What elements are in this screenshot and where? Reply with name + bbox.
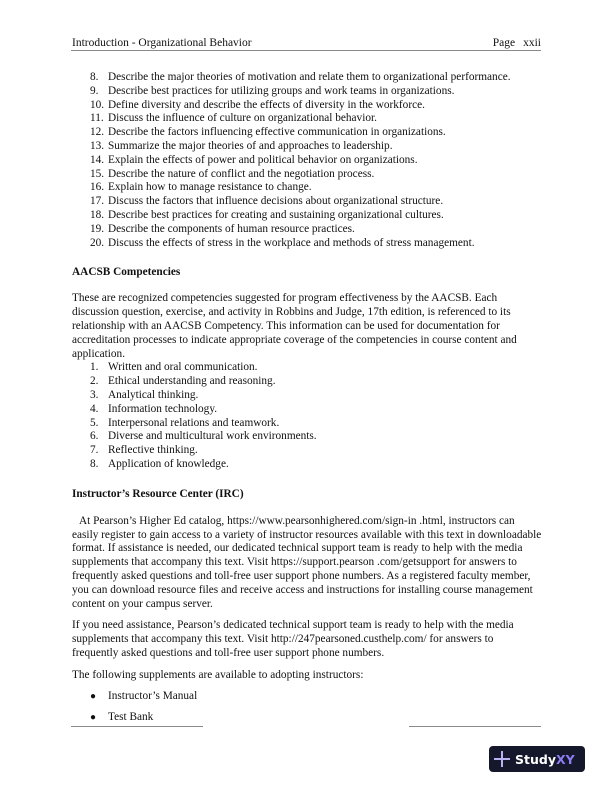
item-text: Written and oral communication. [108, 361, 258, 374]
list-item [90, 71, 542, 85]
item-text: Test Bank [108, 711, 154, 724]
list-item [90, 168, 542, 182]
item-text: Describe the major theories of motivation and relate them to organizational performance. [108, 71, 511, 83]
item-text: Describe best practices for creating and sustaining organizational cultures. [108, 208, 444, 221]
item-number: 9. [90, 84, 99, 97]
studyxy-badge[interactable] [489, 746, 585, 772]
supplements-list [72, 690, 542, 725]
aacsb-competencies-list [72, 361, 542, 471]
item-number: 18. [90, 208, 105, 221]
item-number: 10. [90, 98, 105, 111]
item-text: Define diversity and describe the effects of diversity in the workforce. [108, 98, 425, 111]
header-title: Introduction - Organizational Behavior [72, 37, 252, 49]
item-number: 15. [90, 167, 105, 180]
list-item [90, 112, 542, 126]
list-item [90, 99, 542, 113]
item-text: Discuss the influence of culture on organizational behavior. [108, 112, 377, 125]
list-item [90, 209, 542, 223]
objectives-list [72, 71, 542, 250]
item-number: 7. [90, 444, 99, 457]
list-item [90, 417, 542, 431]
aacsb-heading: AACSB Competencies [72, 266, 181, 279]
item-number: 13. [90, 139, 105, 152]
item-number: 14. [90, 153, 105, 166]
list-item [90, 237, 542, 251]
list-item [90, 361, 542, 375]
header-page-number [493, 35, 541, 51]
item-number: 19. [90, 222, 105, 235]
item-text: Describe the nature of conflict and the negotiation process. [108, 167, 375, 180]
aacsb-intro: These are recognized competencies suggested for program effectiveness by the AACSB. Each discussion question, exercise, and activity in Robbins and Judge, 17th edition, is referenced to its relationship with an AACSB Competency. This information can be used for documentation for accreditation processes to indicate appropriate coverage of the competencies in course content and application. [72, 292, 517, 360]
item-text: Describe the components of human resource practices. [108, 222, 355, 235]
item-text: Explain the effects of power and political behavior on organizations. [108, 153, 418, 166]
item-text: Discuss the effects of stress in the workplace and methods of stress management. [108, 236, 475, 249]
brand-main: Study [515, 751, 556, 767]
item-number: 8. [90, 71, 99, 83]
item-text: Interpersonal relations and teamwork. [108, 416, 280, 429]
item-number: 6. [90, 430, 99, 443]
page-number: xxii [523, 37, 541, 49]
item-text: Information technology. [108, 402, 218, 415]
list-item [90, 85, 542, 99]
footer-divider-right [409, 726, 541, 727]
list-item [90, 444, 542, 458]
list-item [90, 126, 542, 140]
list-item [90, 181, 542, 195]
list-item [90, 140, 542, 154]
list-item [90, 223, 542, 237]
item-text: Analytical thinking. [108, 388, 199, 401]
irc-paragraph-2: If you need assistance, Pearson’s dedicated technical support team is ready to help with the media supplements that accompany this text. Visit http://247pearsoned.custhelp.com/ for answers to frequently asked questions and toll-free user support phone numbers. [72, 619, 514, 659]
footer-divider-left [71, 726, 203, 727]
bullet-icon: ● [90, 691, 97, 703]
item-text: Diverse and multicultural work environments. [108, 430, 317, 443]
item-number: 16. [90, 181, 105, 194]
item-number: 1. [90, 361, 99, 374]
list-item [90, 389, 542, 403]
list-item [90, 458, 542, 472]
item-number: 8. [90, 457, 99, 470]
plus-icon [494, 751, 510, 767]
list-item [90, 711, 542, 725]
page-content [72, 71, 542, 732]
item-text: Discuss the factors that influence decisions about organizational structure. [108, 195, 444, 208]
item-number: 17. [90, 195, 105, 208]
list-item [90, 403, 542, 417]
list-item [90, 154, 542, 168]
item-number: 2. [90, 375, 99, 388]
item-number: 12. [90, 126, 105, 139]
list-item [90, 430, 542, 444]
item-text: Application of knowledge. [108, 457, 229, 470]
list-item [90, 195, 542, 209]
item-text: Reflective thinking. [108, 444, 198, 457]
irc-paragraph-3: The following supplements are available to adopting instructors: [72, 668, 364, 681]
item-text: Explain how to manage resistance to change. [108, 181, 312, 194]
item-number: 4. [90, 402, 99, 415]
item-number: 20. [90, 236, 105, 249]
list-item [90, 375, 542, 389]
item-number: 3. [90, 388, 99, 401]
item-text: Ethical understanding and reasoning. [108, 375, 276, 388]
bullet-icon: ● [90, 712, 97, 724]
page-label: Page [492, 37, 516, 49]
list-item [90, 690, 542, 704]
irc-paragraph-1: At Pearson’s Higher Ed catalog, https://www.pearsonhighered.com/sign-in .html, instructors can easily register to gain access to a variety of instructor resources available with this text in downloadable format. If assistance is needed, our dedicated technical support team is ready to help with the media supplements that accompany this text. Visit https://support.pearson .com/getsupport for answers to frequently asked questions and toll-free user support phone numbers. As a registered faculty member, you can download resource files and receive access and instructions for installing course management content on your campus server. [72, 514, 542, 610]
item-number: 11. [90, 112, 104, 125]
page-header [71, 34, 541, 51]
item-text: Describe the factors influencing effective communication in organizations. [108, 126, 446, 139]
irc-heading: Instructor’s Resource Center (IRC) [72, 487, 244, 500]
item-number: 5. [90, 416, 99, 429]
item-text: Instructor’s Manual [108, 690, 198, 703]
brand-accent: XY [555, 751, 575, 767]
item-text: Summarize the major theories of and approaches to leadership. [108, 139, 393, 152]
item-text: Describe best practices for utilizing groups and work teams in organizations. [108, 84, 455, 97]
